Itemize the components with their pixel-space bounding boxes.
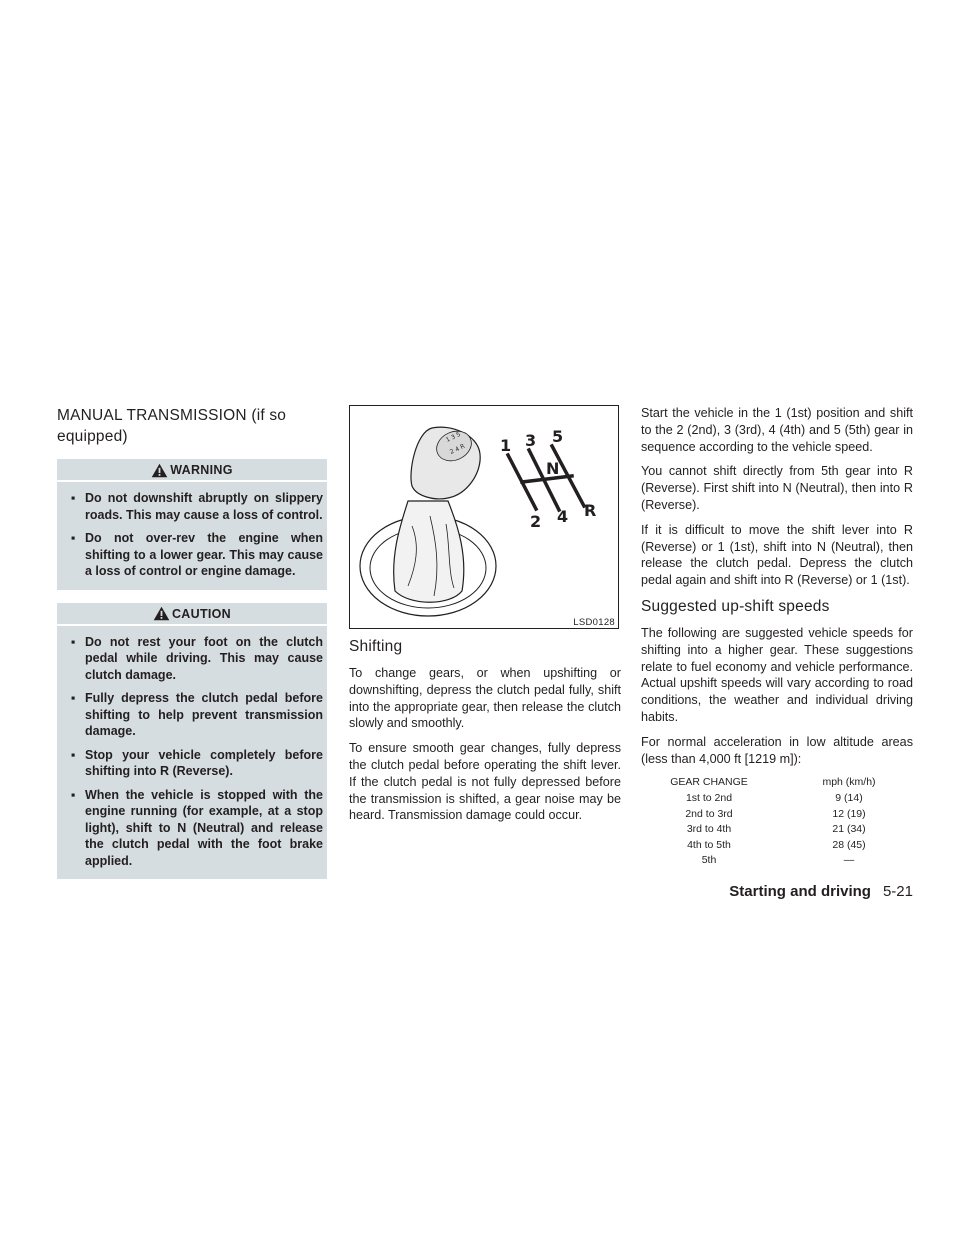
speed-cell: — (843, 854, 855, 867)
gear-shift-figure (349, 405, 619, 629)
caution-header (57, 603, 327, 624)
warning-item: ▪ Do not downshift abruptly on slippery roads. This may cause a loss of control. (71, 491, 323, 522)
column-header-gear-change: GEAR CHANGE (670, 776, 748, 789)
gear-label-1: 1 (500, 436, 512, 455)
middle-column (349, 405, 621, 832)
body-paragraph: If it is difficult to move the shift lever into R (Reverse) or 1 (1st), shift into N (Neutral), then release the clutch pedal. Depress the clutch pedal again and shift into R (Reverse) or 1 (1st). (641, 522, 913, 588)
svg-text:1 3 5: 1 3 5 (444, 431, 462, 444)
speed-cell: 9 (14) (835, 791, 863, 804)
table-header-row (641, 775, 913, 791)
warning-header (57, 459, 327, 480)
gear-label-r: R (584, 501, 597, 520)
svg-text:2 4 R: 2 4 R (448, 442, 467, 456)
caution-item: ▪ Fully depress the clutch pedal before shifting to help prevent transmission damage. (71, 691, 323, 738)
gear-label-5: 5 (552, 427, 564, 446)
caution-triangle-icon (153, 606, 170, 621)
upshift-paragraph: For normal acceleration in low altitude areas (less than 4,000 ft [1219 m]): (641, 734, 913, 766)
caution-title: CAUTION (171, 606, 232, 621)
caution-divider (57, 624, 327, 626)
shifting-paragraph: To ensure smooth gear changes, fully depress the clutch pedal before operating the shift lever. If the clutch pedal is not fully depressed before the transmission is shifted, a gear noise may be heard. Transmission damage could occur. (349, 741, 621, 823)
caution-item: ▪ When the vehicle is stopped with the engine running (for example, at a stop light), shift to N (Neutral) and release the clutch pedal with the foot brake applied. (71, 787, 323, 868)
gear-shift-illustration (350, 406, 618, 628)
table-row (641, 807, 913, 823)
gear-label-4: 4 (557, 507, 569, 526)
body-paragraph: You cannot shift directly from 5th gear into R (Reverse). First shift into N (Neutral), then into R (Reverse). (641, 464, 913, 512)
upshift-title: Suggested up-shift speeds (641, 597, 830, 615)
page-footer (729, 883, 913, 900)
warning-triangle-icon (151, 463, 168, 478)
right-column (641, 405, 913, 869)
warning-list (57, 490, 327, 580)
gear-label-3: 3 (525, 431, 537, 450)
warning-title: WARNING (170, 463, 233, 477)
gear-change-cell: 1st to 2nd (685, 791, 733, 804)
caution-item: ▪ Stop your vehicle completely before shifting into R (Reverse). (71, 747, 323, 778)
speed-cell: 28 (45) (832, 838, 866, 851)
body-paragraph: Start the vehicle in the 1 (1st) position and shift to the 2 (2nd), 3 (3rd), 4 (4th) and 5 (5th) gear in sequence according to the vehicle speed. (641, 406, 913, 454)
table-row (641, 853, 913, 869)
warning-divider (57, 480, 327, 482)
left-column (57, 405, 327, 892)
warning-item: ▪ Do not over-rev the engine when shifting to a lower gear. This may cause a loss of control or engine damage. (71, 531, 323, 578)
upshift-speed-table (641, 775, 913, 869)
caution-list (57, 634, 327, 870)
shifting-title: Shifting (349, 638, 403, 655)
gear-label-n: N (546, 459, 560, 478)
gear-change-cell: 2nd to 3rd (685, 807, 733, 820)
gear-change-cell: 5th (701, 854, 717, 867)
table-row (641, 791, 913, 807)
section-title: MANUAL TRANSMISSION (if so equipped) (57, 407, 287, 445)
upshift-paragraph: The following are suggested vehicle speeds for shifting into a higher gear. These suggestions relate to fuel economy and vehicle performance. Actual upshift speeds will vary according to road conditions, the weather and individual driving habits. (641, 625, 913, 724)
speed-cell: 12 (19) (832, 807, 866, 820)
warning-box (57, 459, 327, 590)
speed-cell: 21 (34) (832, 823, 866, 836)
figure-code: LSD0128 (573, 617, 615, 628)
gear-label-2: 2 (530, 512, 542, 531)
caution-item: ▪ Do not rest your foot on the clutch pedal while driving. This may cause clutch damage. (71, 634, 323, 682)
gear-change-cell: 3rd to 4th (686, 823, 732, 836)
column-header-speed: mph (km/h) (822, 776, 876, 789)
gear-change-cell: 4th to 5th (687, 838, 731, 851)
table-row (641, 838, 913, 854)
caution-box (57, 603, 327, 880)
shifting-paragraph: To change gears, or when upshifting or downshifting, depress the clutch pedal fully, shift into the appropriate gear, then release the clutch slowly and smoothly. (349, 666, 621, 731)
page-number: 5-21 (882, 883, 913, 900)
table-row (641, 822, 913, 838)
chapter-name: Starting and driving (729, 883, 871, 900)
